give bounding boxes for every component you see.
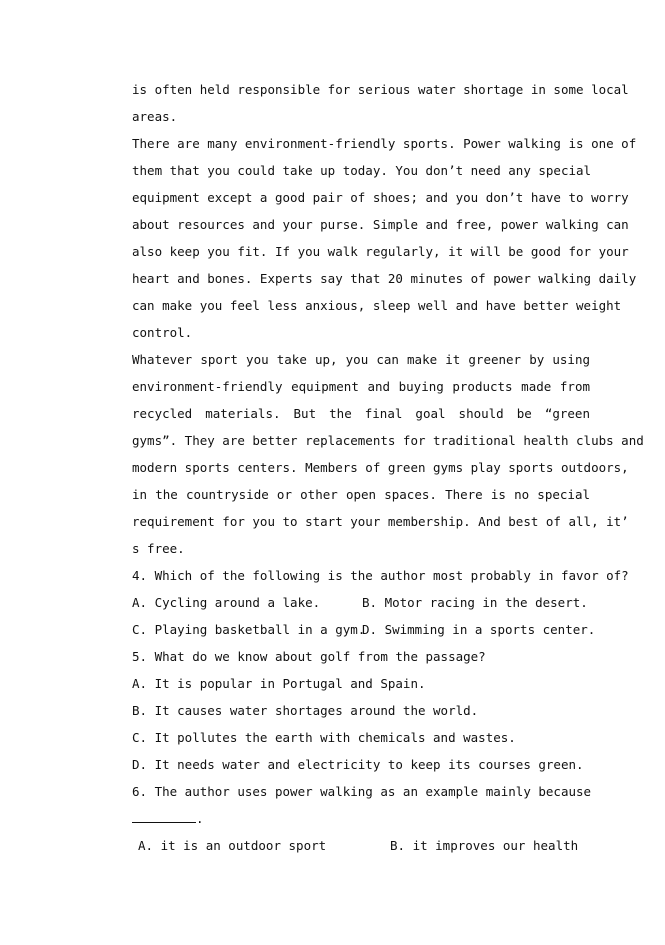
passage-line: recycled materials. But the final goal should be “green — [132, 406, 590, 421]
passage-line: modern sports centers. Members of green gyms play sports outdoors, — [132, 460, 629, 475]
passage-line: There are many environment-friendly sports. Power walking is one of — [132, 136, 637, 151]
question-5-option-a: A. It is popular in Portugal and Spain. — [132, 676, 426, 691]
passage-line: in the countryside or other open spaces. There is no special — [132, 487, 590, 502]
question-6-option-b: B. it improves our health — [390, 838, 579, 853]
question-4-option-b: B. Motor racing in the desert. — [362, 595, 588, 610]
question-6-stem-end: . — [196, 811, 204, 826]
answer-blank — [132, 808, 196, 823]
passage-line: equipment except a good pair of shoes; and you don’t have to worry — [132, 190, 629, 205]
question-6-options-ab — [132, 832, 590, 859]
passage-line: Whatever sport you take up, you can make it greener by using — [132, 352, 590, 367]
passage-line: requirement for you to start your membership. And best of all, it’ — [132, 514, 629, 529]
passage-line: areas. — [132, 109, 178, 124]
passage-line: environment-friendly equipment and buying products made from — [132, 379, 590, 394]
question-6-option-a: A. it is an outdoor sport — [138, 838, 327, 853]
question-4-option-a: A. Cycling around a lake. — [132, 595, 321, 610]
passage-line: can make you feel less anxious, sleep well and have better weight — [132, 298, 622, 313]
question-5-option-c: C. It pollutes the earth with chemicals and wastes. — [132, 730, 516, 745]
question-4-options-ab — [132, 589, 590, 616]
question-6-stem: 6. The author uses power walking as an example mainly because — [132, 784, 592, 799]
question-4-stem: 4. Which of the following is the author most probably in favor of? — [132, 568, 629, 583]
question-5-option-b: B. It causes water shortages around the world. — [132, 703, 479, 718]
passage-line: s free. — [132, 541, 185, 556]
question-4-options-cd — [132, 616, 596, 643]
passage-line: gyms”. They are better replacements for traditional health clubs and — [132, 433, 644, 448]
passage-line: also keep you fit. If you walk regularly, it will be good for your — [132, 244, 629, 259]
passage-line: about resources and your purse. Simple and free, power walking can — [132, 217, 629, 232]
passage-line: them that you could take up today. You don’t need any special — [132, 163, 592, 178]
passage-line: is often held responsible for serious water shortage in some local — [132, 82, 629, 97]
passage-line: control. — [132, 325, 193, 340]
passage-line: heart and bones. Experts say that 20 minutes of power walking daily — [132, 271, 637, 286]
question-4-option-c: C. Playing basketball in a gym. — [132, 622, 366, 637]
document-body — [132, 76, 644, 859]
question-5-stem: 5. What do we know about golf from the passage? — [132, 649, 486, 664]
question-4-option-d: D. Swimming in a sports center. — [362, 622, 596, 637]
question-6-blank-line — [132, 805, 590, 832]
question-5-option-d: D. It needs water and electricity to keep its courses green. — [132, 757, 584, 772]
